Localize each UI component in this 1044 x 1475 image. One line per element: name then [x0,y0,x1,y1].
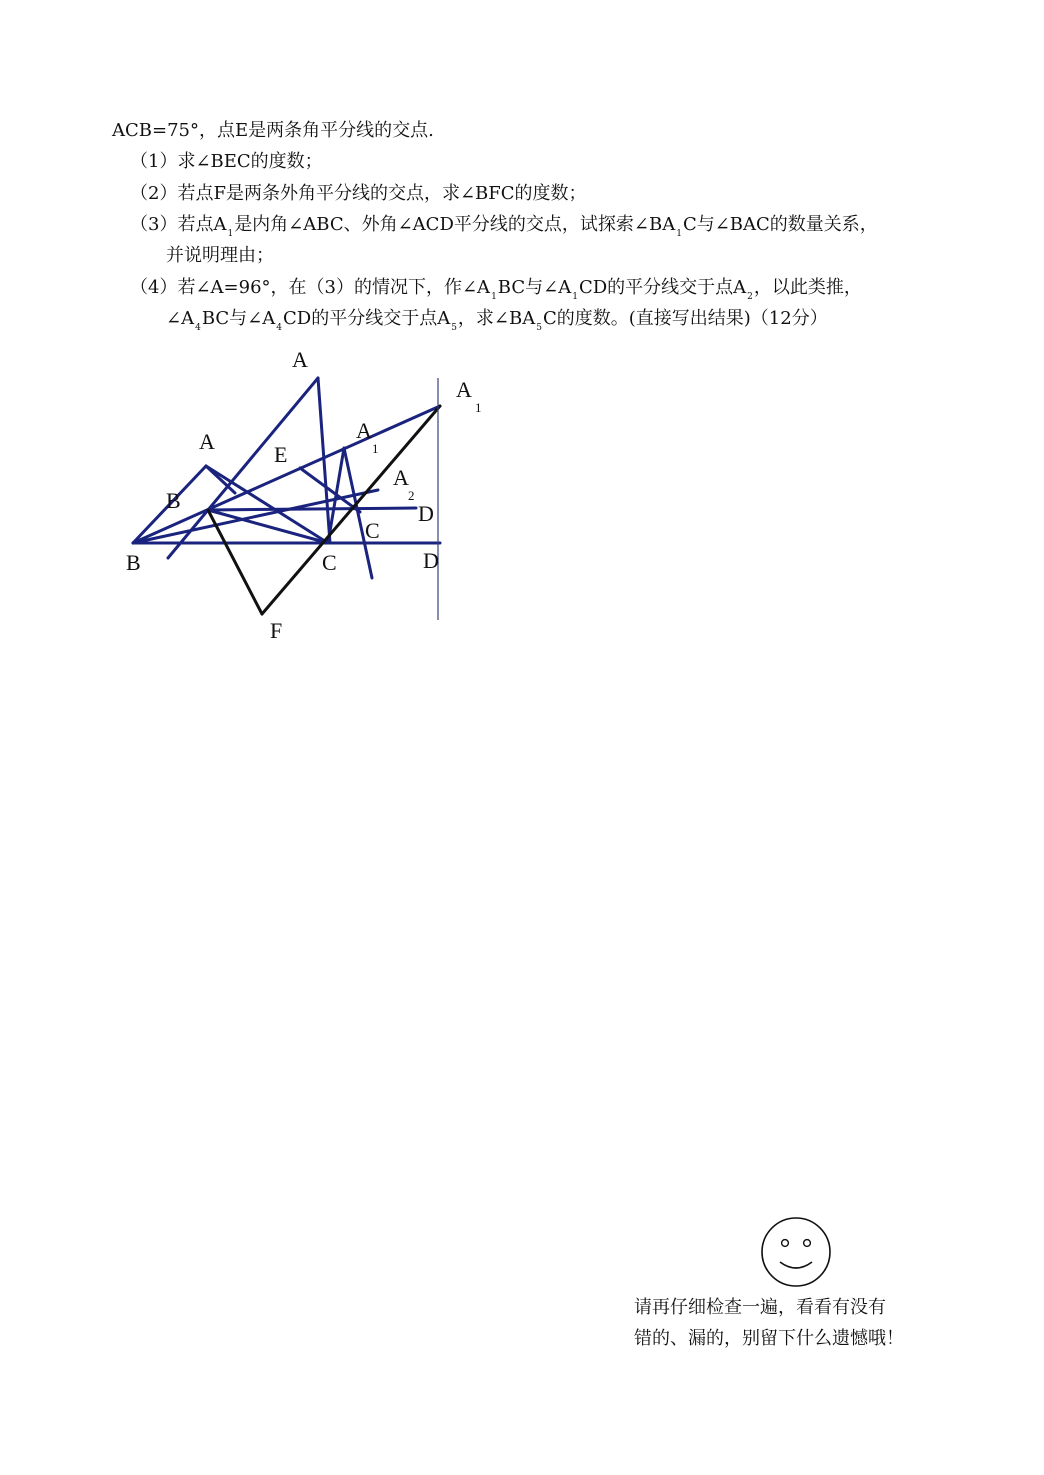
label-D-upper: D [418,501,434,526]
label-F: F [270,618,283,643]
question-3-line2: 并说明理由； [166,245,274,266]
q3-part-a: （3）若点A [130,214,227,235]
q4-l2-part-a: ∠A [166,308,195,329]
q4-sub3: 2 [747,292,753,302]
problem-intro: ACB=75°，点E是两条角平分线的交点. [112,120,434,141]
line-B-upper-D [208,508,416,510]
q4-l2-part-e: C的度数。(直接写出结果)（12分） [542,308,828,329]
label-A2: A [393,465,409,490]
q4-sub2: 1 [572,292,578,302]
q3-part-b: 是内角∠ABC、外角∠ACD平分线的交点，试探索∠BA [234,214,676,235]
label-E: E [274,442,288,467]
label-A1-right-sub: 1 [475,400,482,415]
question-1: （1）求∠BEC的度数； [130,151,323,172]
q4-part-d: ，以此类推， [753,277,862,298]
label-B-upper: B [166,488,181,513]
footer-line-2: 错的、漏的，别留下什么遗憾哦！ [634,1328,904,1349]
q4-part-a: （4）若∠A=96°，在（3）的情况下，作∠A [130,277,491,298]
label-A1-right: A [456,377,472,402]
footer-line-1: 请再仔细检查一遍，看看有没有 [634,1297,886,1318]
q4-sub1: 1 [491,292,497,302]
q4-part-c: CD的平分线交于点A [578,277,747,298]
label-A2-sub: 2 [408,488,415,503]
label-B: B [126,550,141,575]
q4-l2-part-d: ，求∠BA [457,308,536,329]
label-A-top: A [292,347,308,372]
label-A-left: A [199,429,215,454]
label-C: C [322,550,337,575]
label-D: D [423,548,439,573]
q4-l2-sub2: 4 [276,323,282,333]
label-C-upper: C [365,518,380,543]
q4-l2-part-c: CD的平分线交于点A [282,308,451,329]
geometry-figure [0,0,1044,700]
q4-part-b: BC与∠A [497,277,572,298]
question-2: （2）若点F是两条外角平分线的交点，求∠BFC的度数； [130,183,587,204]
line-B-upper-F [208,510,262,614]
q4-l2-sub4: 5 [536,323,542,333]
q3-sub2: 1 [676,229,682,239]
label-A1-mid: A [356,418,372,443]
q4-l2-sub3: 5 [451,323,457,333]
smiley-face-icon [758,1214,834,1290]
q3-part-c: C与∠BAC的数量关系， [682,214,878,235]
q4-l2-sub1: 4 [195,323,201,333]
q3-sub: 1 [227,229,234,239]
q4-l2-part-b: BC与∠A [201,308,276,329]
label-A1-mid-sub: 1 [372,441,379,456]
